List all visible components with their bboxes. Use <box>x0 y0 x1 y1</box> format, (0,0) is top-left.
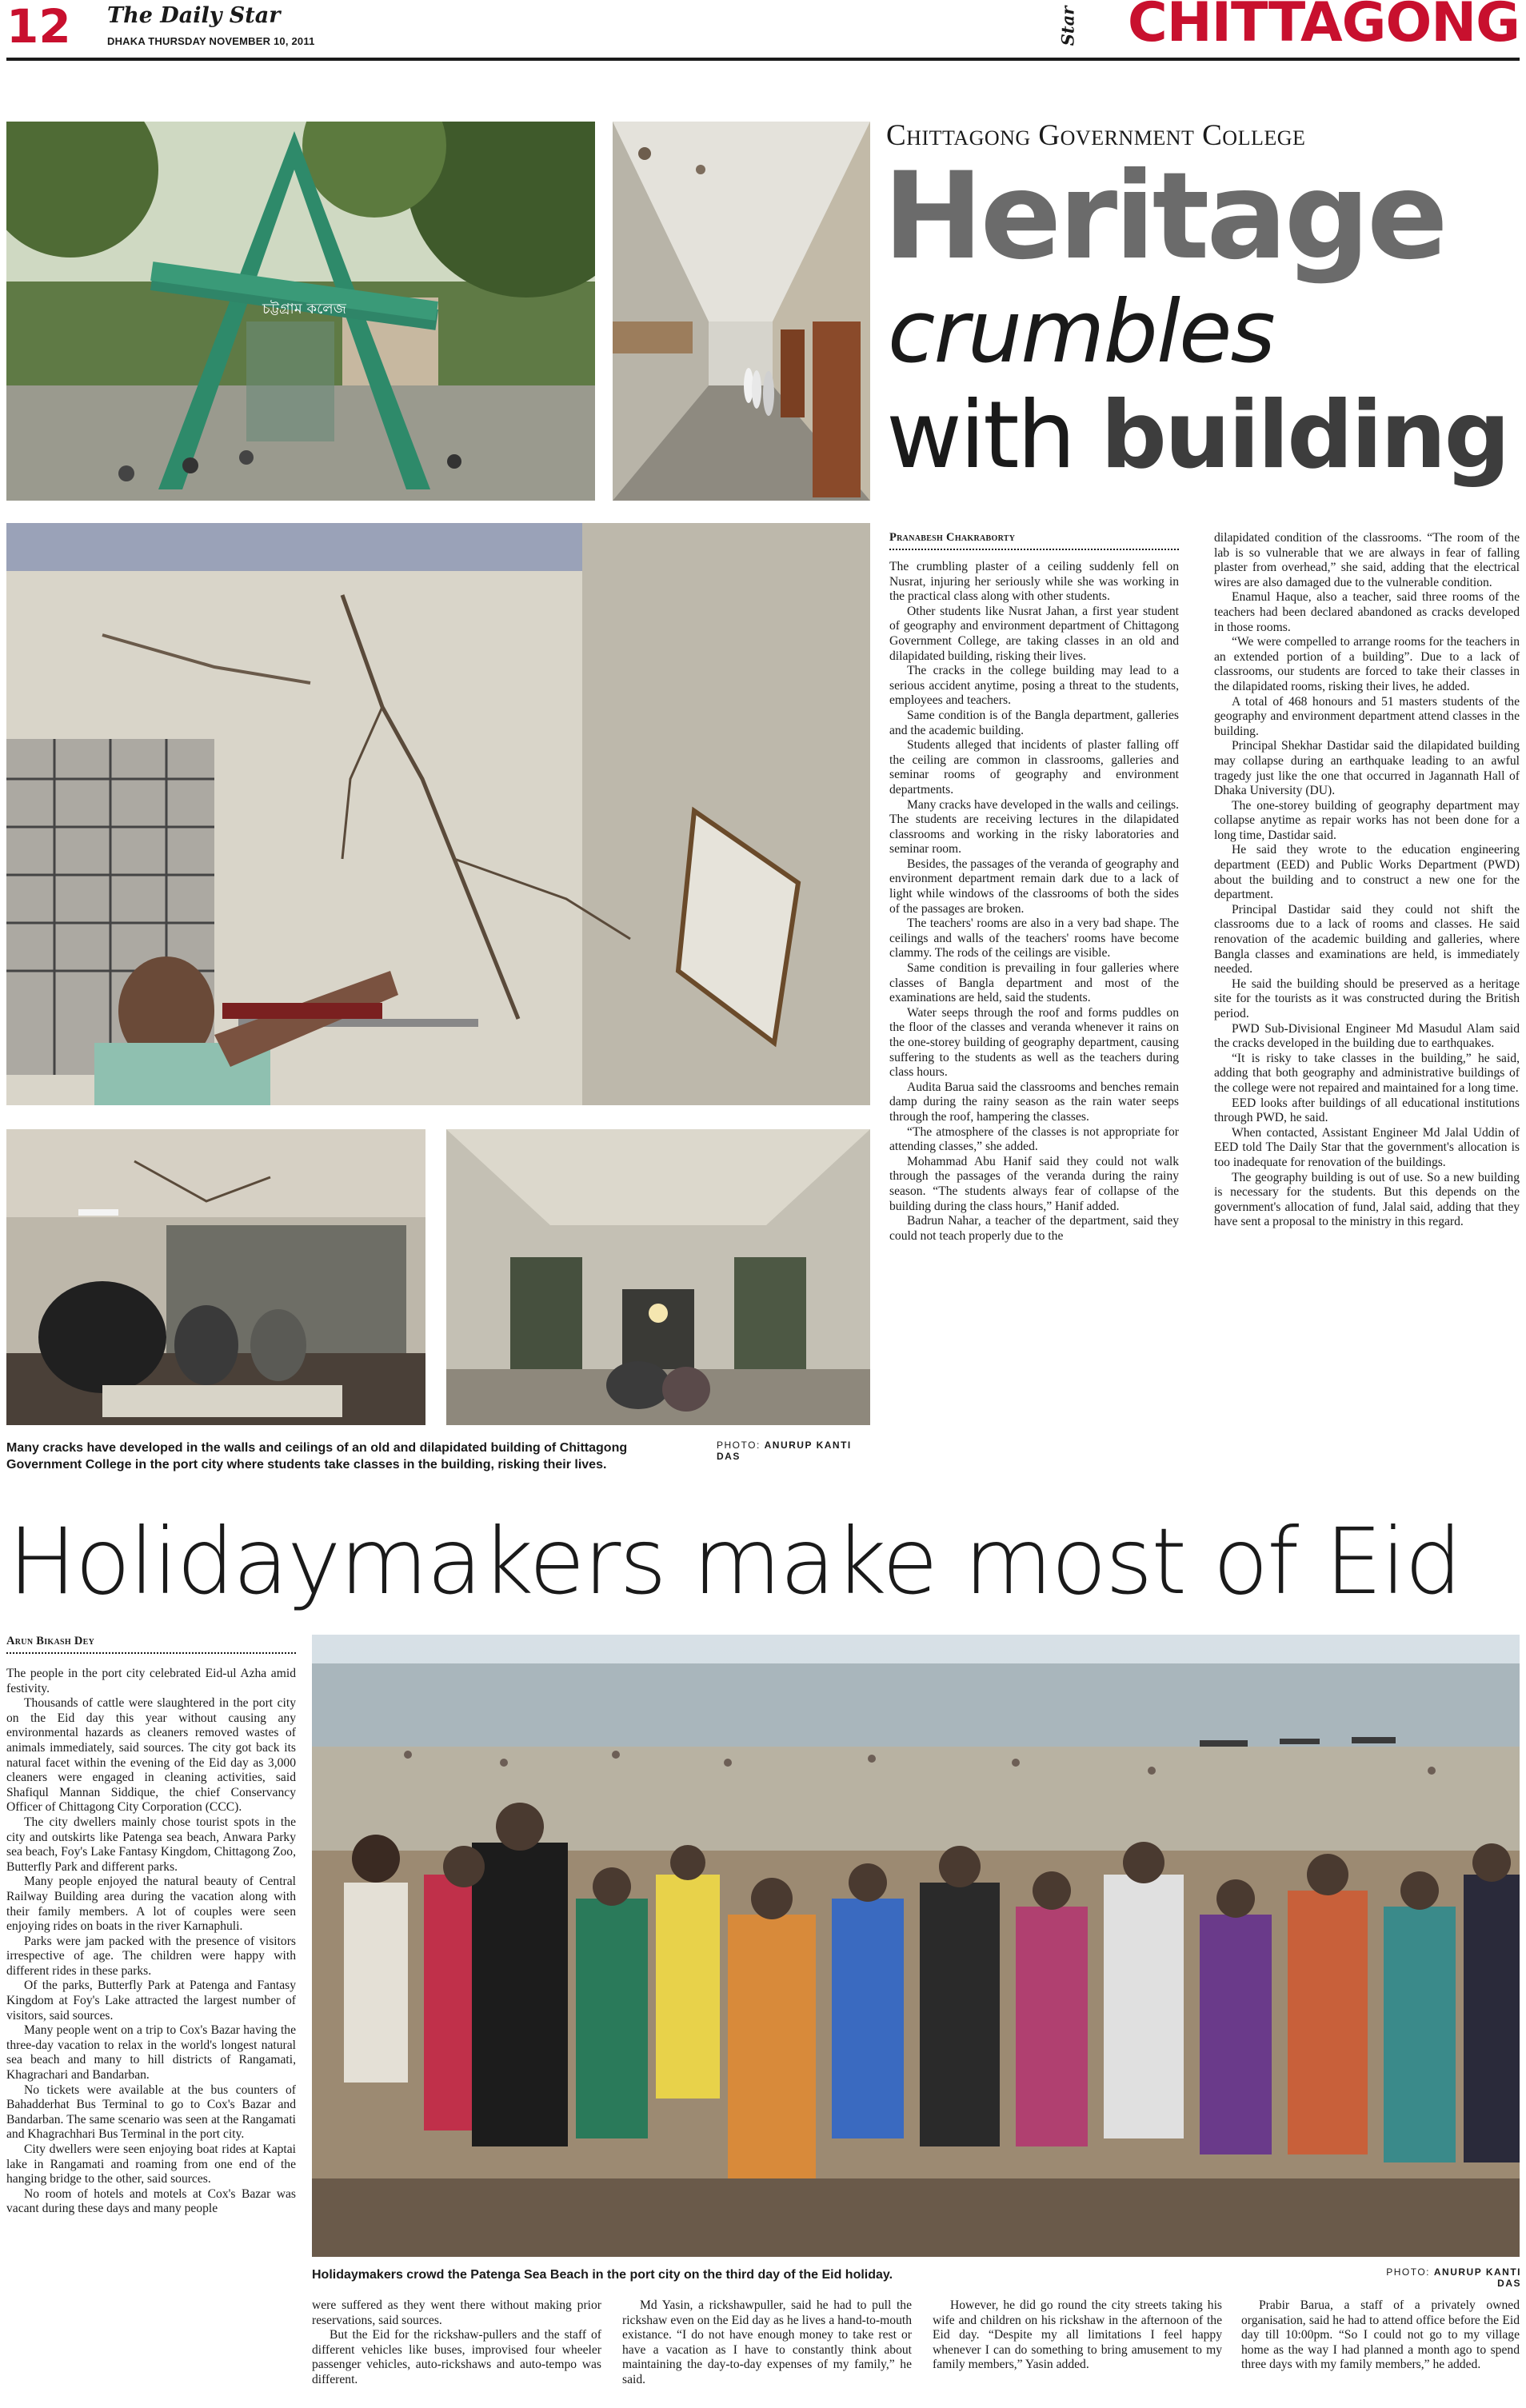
story1-paragraph: Enamul Haque, also a teacher, said three rooms of the teachers had been declared abandoned as cracks developed in those rooms. <box>1214 590 1520 634</box>
story2-column-2 <box>312 2298 601 2388</box>
story2-photo-caption: Holidaymakers crowd the Patenga Sea Beach in the port city on the third day of the Eid holiday. <box>312 2268 893 2282</box>
photo-cracked-wall <box>6 523 870 1105</box>
credit-label: PHOTO: <box>717 1440 761 1451</box>
story1-paragraph: “It is risky to take classes in the building,” he said, adding that both geography and administrative buildings of the college were not repaired and maintained for a long time. <box>1214 1051 1520 1095</box>
story1-column-2 <box>1214 531 1520 1230</box>
story2-paragraph: But the Eid for the rickshaw-pullers and the staff of different vehicles like buses, improvised four wheeler passenger vehicles, auto-rickshaws and auto-tempo was different. <box>312 2328 601 2386</box>
section-name: CHITTAGONG <box>1127 0 1520 54</box>
story2-paragraph: were suffered as they went there without making prior reservations, said sources. <box>312 2298 601 2327</box>
story1-paragraph: The crumbling plaster of a ceiling suddenly fell on Nusrat, injuring her seriously while she was working in the practical class along with other students. <box>889 560 1179 604</box>
story2-paragraph: No tickets were available at the bus counters of Bahadderhat Bus Terminal to go to Cox's Bazar and Bandarban. The same scenario was seen at the Rangamati and Khagrachhari Bus Terminal in the port city. <box>6 2083 296 2142</box>
masthead <box>6 0 1520 64</box>
story2-paragraph: No room of hotels and motels at Cox's Bazar was vacant during these days and many people <box>6 2186 296 2216</box>
story2-paragraph: The people in the port city celebrated Eid-ul Azha amid festivity. <box>6 1667 296 1695</box>
story1-paragraph: Many cracks have developed in the walls and ceilings. The students are receiving lectures in the dilapidated classrooms and working in the risky laboratories and seminar room. <box>889 797 1179 857</box>
story1-paragraph: Water seeps through the roof and forms puddles on the floor of the classes and veranda whenever it rains on the one-storey building of geography department, causing suffering to the students as well as the teachers during class hours. <box>889 1005 1179 1080</box>
story2-column-5 <box>1241 2298 1520 2373</box>
story1-headline-line3 <box>886 381 1508 489</box>
story1-headline-building: building <box>1100 381 1508 489</box>
story1-paragraph: Mohammad Abu Hanif said they could not walk through the passages of the veranda during the rainy season. “The students always fear of collapse of the building during the class hours,” Hanif added. <box>889 1154 1179 1213</box>
story2-column-3 <box>622 2298 912 2388</box>
story1-photo-credit <box>717 1440 877 1462</box>
story1-paragraph: dilapidated condition of the classrooms. “The room of the lab is so vulnerable that we are always in fear of falling plaster from overhead,” she said, adding that the electrical wires are also damaged due to the vulnerable condition. <box>1214 531 1520 589</box>
story1-paragraph: He said the building should be preserved as a heritage site for the tourists as it was constructed during the British period. <box>1214 976 1520 1020</box>
story1-paragraph: When contacted, Assistant Engineer Md Jalal Uddin of EED told The Daily Star that the government's allocation is too inadequate for renovation of the buildings. <box>1214 1125 1520 1169</box>
credit-label: PHOTO: <box>1386 2266 1431 2278</box>
story1-photo-caption: Many cracks have developed in the walls and ceilings of an old and dilapidated building of Chittagong Government College in the port city where students take classes in the building, risking their lives. <box>6 1441 628 1472</box>
story2-paragraph: The city dwellers mainly chose tourist spots in the city and outskirts like Patenga sea beach, Anwara Parky sea beach, Foy's Lake Fantasy Kingdom, Chittagong Zoo, Butterfly Park and different parks. <box>6 1815 296 1874</box>
story2-paragraph: Many people enjoyed the natural beauty of Central Railway Building area during the vacation along with their family members. A lot of couples were seen enjoying rides on boats in the river Karnaphuli. <box>6 1875 296 1934</box>
masthead-rule <box>6 58 1520 61</box>
story1-column-1 <box>889 560 1179 1244</box>
photo-classroom <box>6 1129 425 1425</box>
photo-patenga-beach <box>312 1635 1520 2257</box>
story1-headline-line1: Heritage <box>883 147 1445 286</box>
story1-kicker: Chittagong Government College <box>886 119 1306 152</box>
story1-headline-with: with <box>886 381 1074 489</box>
story1-paragraph: A total of 468 honours and 51 masters students of the geography and environment department attend classes in the building. <box>1214 694 1520 738</box>
story2-paragraph: Thousands of cattle were slaughtered in the port city on the Eid day this year without causing any environmental hazards as cleaners removed wastes of animals immediately, said sources. The city got back its natural facet within the evening of the Eid day as 3,000 cleaners were engaged in cleaning activities, said Shafiqul Mannan Siddique, the chief Conservancy Officer of Chittagong City Corporation (CCC). <box>6 1696 296 1815</box>
story2-column-1 <box>6 1667 296 2217</box>
story1-paragraph: Badrun Nahar, a teacher of the department, said they could not teach properly due to the <box>889 1214 1179 1243</box>
story1-paragraph: Audita Barua said the classrooms and benches remain damp during the rainy season as the rain water seeps through the roof, hampering the classes. <box>889 1080 1179 1124</box>
story1-paragraph: The teachers' rooms are also in a very bad shape. The ceilings and walls of the teachers' rooms have become clammy. The rods of the ceilings are visible. <box>889 916 1179 960</box>
story2-paragraph: Prabir Barua, a staff of a privately owned organisation, said he had to attend office before the Eid day till 10:00pm. “So I could not go to my village home as the way I had planned a month ago to spend three days with my family members,” he added. <box>1241 2298 1520 2372</box>
story2-paragraph: Many people went on a trip to Cox's Bazar having the three-day vacation to relax in the world's longest natural sea beach and many to hill districts of Rangamati, Khagrachari and Bandarban. <box>6 2023 296 2083</box>
story1-paragraph: PWD Sub-Divisional Engineer Md Masudul Alam said the cracks developed in the building due to earthquakes. <box>1214 1021 1520 1051</box>
story1-paragraph: “The atmosphere of the classes is not appropriate for attending classes,” she added. <box>889 1124 1179 1154</box>
story2-paragraph: Md Yasin, a rickshawpuller, said he had to pull the rickshaw even on the Eid day as he lives a hand-to-mouth existance. “I do not have enough money to take rest or have a vacation as I have to constantly think about maintaining the day-to-day expenses of my family,” he said. <box>622 2298 912 2386</box>
story1-paragraph: “We were compelled to arrange rooms for the teachers in an extended portion of a building”. Due to a lack of classrooms, our students are forced to take their classes in the dilapidated rooms, risking their lives, he added. <box>1214 635 1520 693</box>
story1-byline: Pranabesh Chakraborty <box>889 531 1179 550</box>
story1-paragraph: Principal Dastidar said they could not shift the classrooms due to a lack of rooms and classes. He said renovation of the academic building and galleries, where Bangla classes and examinations are held, is immediately needed. <box>1214 902 1520 976</box>
story1-paragraph: Same condition is prevailing in four galleries where classes of Bangla department and most of the examinations are held, said the students. <box>889 961 1179 1005</box>
story1-paragraph: Students alleged that incidents of plaster falling off the ceiling are common in classrooms, galleries and seminar rooms of geography and environment departments. <box>889 738 1179 797</box>
story1-paragraph: EED looks after buildings of all educational institutions through PWD, he said. <box>1214 1096 1520 1125</box>
gate-sign-text: চট্টগ্রাম কলেজ <box>262 301 346 317</box>
story1-paragraph: The one-storey building of geography department may collapse anytime as repair works has not been done for a long time, Dastidar said. <box>1214 798 1520 842</box>
dateline: DHAKA THURSDAY NOVEMBER 10, 2011 <box>107 35 315 47</box>
story2-paragraph: Parks were jam packed with the presence of visitors irrespective of age. The children were happy with different rides in these parks. <box>6 1934 296 1978</box>
story1-headline-line2: crumbles <box>888 282 1274 382</box>
photo-college-gate <box>6 122 595 501</box>
story1-paragraph: The cracks in the college building may lead to a serious accident anytime, posing a threat to the students, employees and teachers. <box>889 664 1179 708</box>
paper-name: The Daily Star <box>107 3 281 28</box>
photo-veranda <box>446 1129 870 1425</box>
story1-paragraph: Same condition is of the Bangla department, galleries and the academic building. <box>889 708 1179 737</box>
story2-photo-credit <box>1369 2266 1521 2289</box>
photo-corridor <box>613 122 870 501</box>
story1-paragraph: The geography building is out of use. So a new building is necessary for the students. But this depends on the government's allocation of fund, Jalal said, adding that they have sent a proposal to the ministry in this regard. <box>1214 1170 1520 1229</box>
story2-headline: Holidaymakers make most of Eid <box>8 1508 1461 1615</box>
story2-byline: Arun Bikash Dey <box>6 1635 296 1654</box>
story1-paragraph: Other students like Nusrat Jahan, a first year student of geography and environment department of Chittagong Government College, are taking classes in an old and dilapidated building, risking their lives. <box>889 604 1179 663</box>
star-logo: Star <box>1057 6 1078 46</box>
story2-paragraph: However, he did go round the city streets taking his wife and children on his rickshaw in the afternoon of the Eid day. “Despite my all limitations I feel happy whenever I can do something to bring amusement to my family members,” Yasin added. <box>933 2298 1222 2372</box>
credit-name: ANURUP KANTI DAS <box>717 1440 852 1462</box>
story2-column-4 <box>933 2298 1222 2373</box>
page-number: 12 <box>6 0 71 54</box>
story1-paragraph: He said they wrote to the education engineering department (EED) and Public Works Department (PWD) about the building and to construct a new one for the department. <box>1214 843 1520 902</box>
story2-paragraph: Of the parks, Butterfly Park at Patenga and Fantasy Kingdom at Foy's Lake attracted the largest number of visitors, said sources. <box>6 1979 296 2023</box>
story1-paragraph: Principal Shekhar Dastidar said the dilapidated building may collapse during an earthquake leading to an awful tragedy just like the one that occurred in Jagannath Hall of Dhaka University (DU). <box>1214 739 1520 798</box>
story2-paragraph: City dwellers were seen enjoying boat rides at Kaptai lake in Rangamati and roaming from one end of the hanging bridge to the other, said sources. <box>6 2142 296 2186</box>
credit-name: ANURUP KANTI DAS <box>1433 2266 1521 2289</box>
story1-paragraph: Besides, the passages of the veranda of geography and environment department remain dark due to a lack of light while windows of the classrooms of both the sides of the passages are broken. <box>889 857 1179 916</box>
